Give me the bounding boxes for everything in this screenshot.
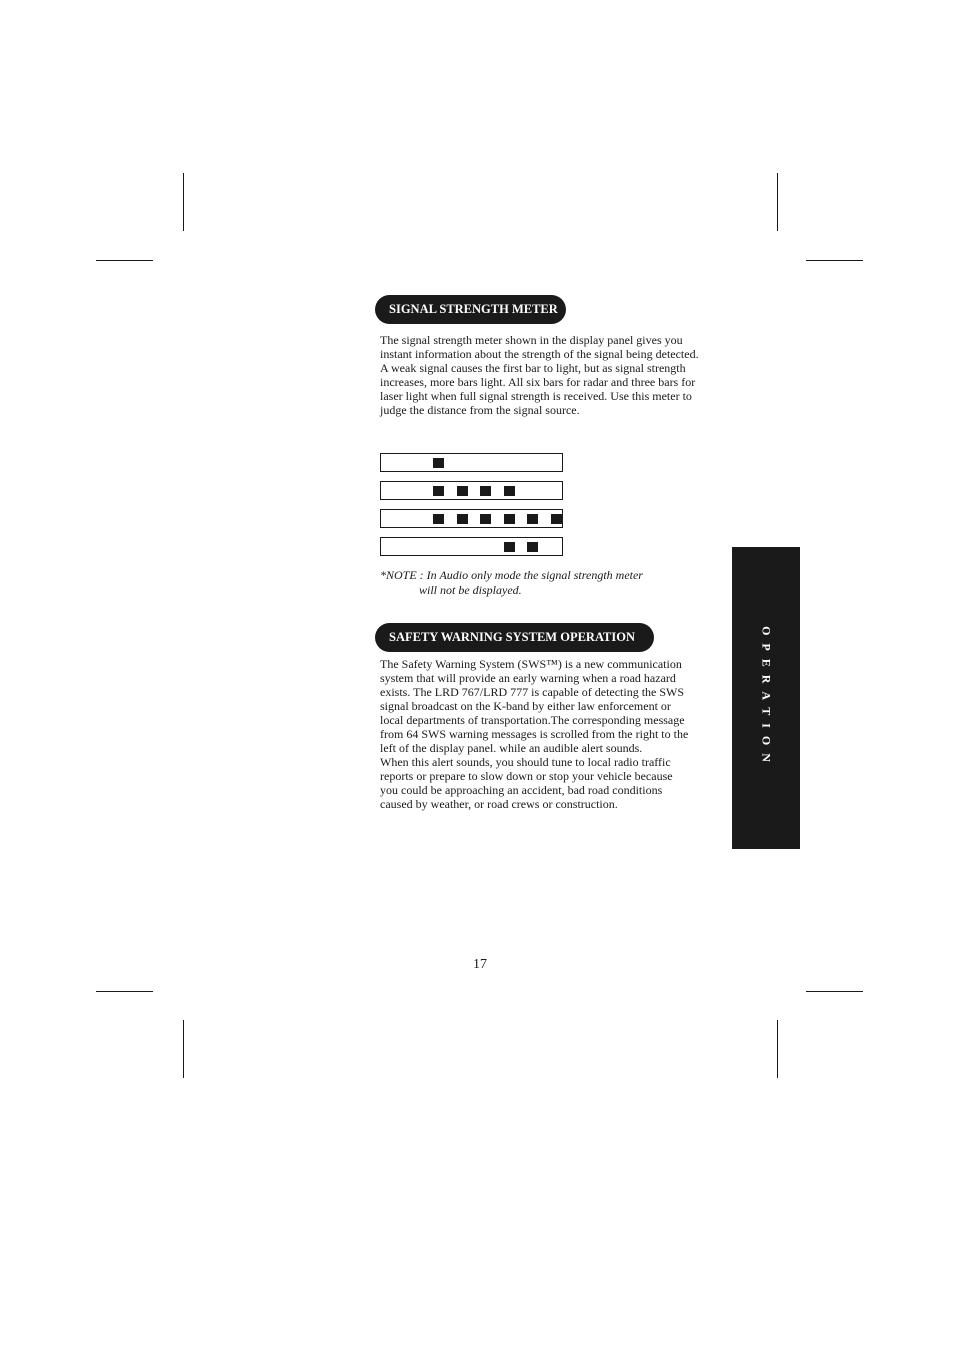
- audio-mode-note: *NOTE : In Audio only mode the signal strength meter will not be displayed.: [380, 568, 643, 597]
- safety-warning-heading: SAFETY WARNING SYSTEM OPERATION: [375, 623, 654, 652]
- crop-mark-top-right-vertical: [777, 173, 778, 231]
- crop-mark-top-right-horizontal: [806, 260, 863, 261]
- signal-bar: [527, 542, 538, 552]
- signal-meter-row: [380, 537, 563, 556]
- signal-bar: [457, 486, 468, 496]
- page-number: 17: [473, 957, 487, 972]
- crop-mark-bottom-right-vertical: [777, 1020, 778, 1078]
- signal-meter-row: [380, 481, 563, 500]
- signal-strength-body: The signal strength meter shown in the display panel gives you instant information about the strength of the signal being detected. A weak signal causes the first bar to light, but as signal strength increases, more bars light. All six bars for radar and three bars for laser light when full signal strength is received. Use this meter to judge the distance from the signal source.: [380, 333, 699, 417]
- signal-bar: [480, 486, 491, 496]
- signal-bar: [433, 486, 444, 496]
- signal-bar: [504, 542, 515, 552]
- signal-meter-row: [380, 509, 563, 528]
- signal-meter-row: [380, 453, 563, 472]
- crop-mark-bottom-left-vertical: [183, 1020, 184, 1078]
- side-tab-label: OPERATION: [759, 626, 774, 770]
- operation-side-tab: [732, 547, 800, 849]
- crop-mark-bottom-left-horizontal: [96, 991, 153, 992]
- crop-mark-top-left-vertical: [183, 173, 184, 231]
- signal-bar: [551, 514, 562, 524]
- signal-strength-heading: SIGNAL STRENGTH METER: [375, 295, 566, 324]
- signal-bar: [433, 458, 444, 468]
- signal-bar: [457, 514, 468, 524]
- signal-bar: [480, 514, 491, 524]
- signal-bar: [504, 514, 515, 524]
- crop-mark-top-left-horizontal: [96, 260, 153, 261]
- safety-warning-body: The Safety Warning System (SWS™) is a new communication system that will provide an early warning when a road hazard exists. The LRD 767/LRD 777 is capable of detecting the SWS signal broadcast on the K-band by either law enforcement or local departments of transportation.The corresponding message from 64 SWS warning messages is scrolled from the right to the left of the display panel. while an audible alert sounds. When this alert sounds, you should tune to local radio traffic reports or prepare to slow down or stop your vehicle because you could be approaching an accident, bad road conditions caused by weather, or road crews or construction.: [380, 657, 689, 811]
- signal-bar: [504, 486, 515, 496]
- crop-mark-bottom-right-horizontal: [806, 991, 863, 992]
- signal-bar: [527, 514, 538, 524]
- signal-bar: [433, 514, 444, 524]
